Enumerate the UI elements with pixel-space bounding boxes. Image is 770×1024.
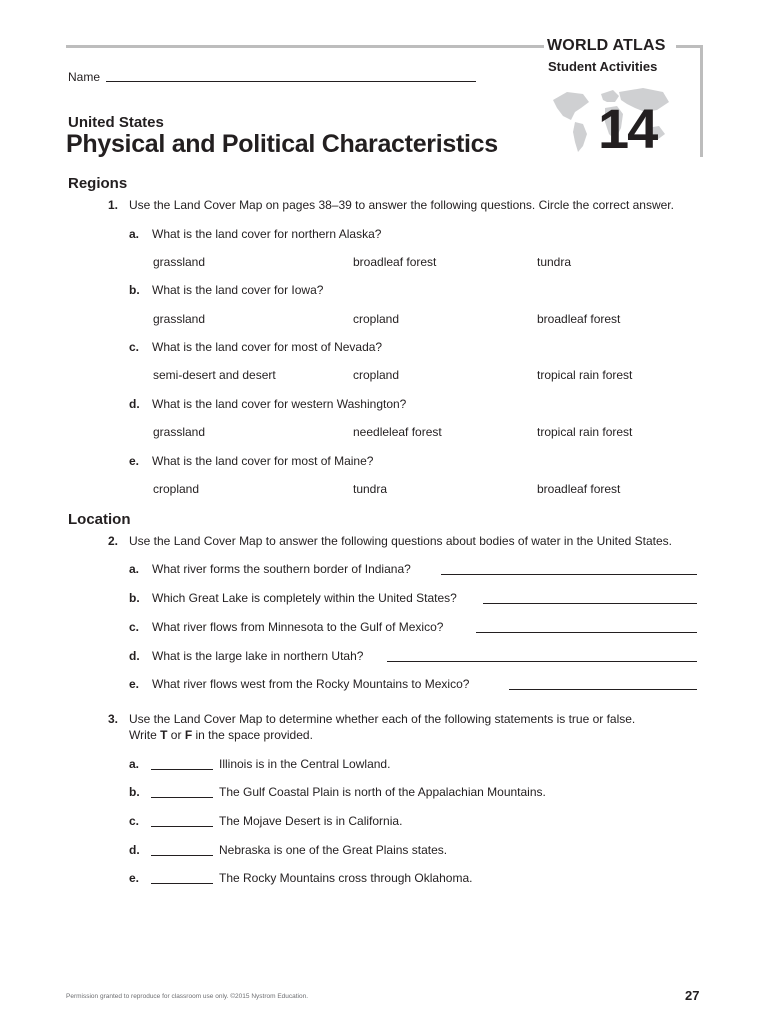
answer-blank[interactable] — [151, 826, 213, 827]
answer-option[interactable]: grassland — [153, 312, 206, 326]
item-letter: a. — [129, 757, 140, 771]
item-question: What is the land cover for northern Alaska? — [152, 227, 382, 241]
answer-option[interactable]: tundra — [353, 482, 388, 496]
item-letter: a. — [129, 562, 140, 576]
unit-number: 14 — [598, 97, 657, 160]
item-statement: The Gulf Coastal Plain is north of the Appalachian Mountains. — [219, 785, 546, 799]
item-letter: e. — [129, 677, 140, 691]
item-letter: c. — [129, 620, 140, 634]
answer-option[interactable]: cropland — [153, 482, 200, 496]
answer-blank[interactable] — [441, 574, 697, 575]
header-rule — [66, 45, 544, 48]
permission-note: Permission granted to reproduce for classroom use only. ©2015 Nystrom Education. — [66, 993, 309, 1000]
item-statement: Illinois is in the Central Lowland. — [219, 757, 391, 771]
item-letter: b. — [129, 283, 140, 297]
question-text: Use the Land Cover Map to answer the following questions about bodies of water in the United States. — [129, 534, 672, 548]
answer-blank[interactable] — [151, 769, 213, 770]
item-question: What river forms the southern border of Indiana? — [152, 562, 411, 576]
name-field[interactable] — [106, 81, 476, 82]
item-question: What river flows from Minnesota to the Gulf of Mexico? — [152, 620, 444, 634]
item-question: What river flows west from the Rocky Mountains to Mexico? — [152, 677, 470, 691]
item-letter: d. — [129, 397, 140, 411]
answer-option[interactable]: broadleaf forest — [537, 312, 621, 326]
question-text: Use the Land Cover Map to determine whether each of the following statements is true or false. — [129, 712, 636, 726]
item-letter: b. — [129, 591, 140, 605]
answer-blank[interactable] — [151, 797, 213, 798]
question-text: Use the Land Cover Map on pages 38–39 to answer the following questions. Circle the correct answer. — [129, 198, 674, 212]
answer-option[interactable]: grassland — [153, 255, 206, 269]
item-letter: d. — [129, 649, 140, 663]
answer-blank[interactable] — [483, 603, 697, 604]
item-question: What is the land cover for western Washington? — [152, 397, 407, 411]
answer-option[interactable]: cropland — [353, 312, 400, 326]
item-question: What is the land cover for Iowa? — [152, 283, 324, 297]
item-statement: Nebraska is one of the Great Plains states. — [219, 843, 448, 857]
header-bracket-side — [700, 45, 703, 157]
item-letter: e. — [129, 871, 140, 885]
answer-blank[interactable] — [387, 661, 697, 662]
answer-option[interactable]: tropical rain forest — [537, 425, 633, 439]
page-title: Physical and Political Characteristics — [66, 130, 498, 158]
answer-option[interactable]: tundra — [537, 255, 572, 269]
answer-option[interactable]: broadleaf forest — [353, 255, 437, 269]
answer-blank[interactable] — [151, 855, 213, 856]
name-label: Name — [68, 70, 101, 84]
item-statement: The Rocky Mountains cross through Oklahoma. — [219, 871, 473, 885]
question-text-part: Write — [129, 728, 161, 742]
question-text-line2 — [129, 728, 313, 742]
answer-option[interactable]: broadleaf forest — [537, 482, 621, 496]
question-text-part: in the space provided. — [192, 728, 313, 742]
item-letter: c. — [129, 340, 140, 354]
answer-blank[interactable] — [476, 632, 697, 633]
section-heading-regions: Regions — [68, 175, 128, 192]
item-question: Which Great Lake is completely within the United States? — [152, 591, 457, 605]
question-number: 2. — [108, 534, 119, 548]
answer-blank[interactable] — [151, 883, 213, 884]
false-marker: F — [184, 728, 193, 742]
answer-option[interactable]: needleleaf forest — [353, 425, 442, 439]
item-letter: e. — [129, 454, 140, 468]
answer-option[interactable]: cropland — [353, 368, 400, 382]
page-number: 27 — [685, 988, 700, 1003]
item-letter: b. — [129, 785, 140, 799]
item-letter: a. — [129, 227, 140, 241]
item-statement: The Mojave Desert is in California. — [219, 814, 403, 828]
item-question: What is the land cover for most of Nevada? — [152, 340, 383, 354]
question-number: 1. — [108, 198, 119, 212]
header-bracket-top — [676, 45, 700, 48]
answer-option[interactable]: semi-desert and desert — [153, 368, 276, 382]
answer-option[interactable]: tropical rain forest — [537, 368, 633, 382]
subject-title: United States — [68, 114, 164, 131]
section-heading-location: Location — [68, 511, 131, 528]
item-question: What is the large lake in northern Utah? — [152, 649, 364, 663]
item-letter: d. — [129, 843, 140, 857]
series-subtitle: Student Activities — [548, 59, 658, 74]
item-question: What is the land cover for most of Maine? — [152, 454, 374, 468]
answer-blank[interactable] — [509, 689, 697, 690]
question-number: 3. — [108, 712, 119, 726]
series-title: WORLD ATLAS — [547, 37, 666, 54]
true-marker: T — [160, 728, 168, 742]
item-letter: c. — [129, 814, 140, 828]
answer-option[interactable]: grassland — [153, 425, 206, 439]
question-text-part: or — [167, 728, 185, 742]
